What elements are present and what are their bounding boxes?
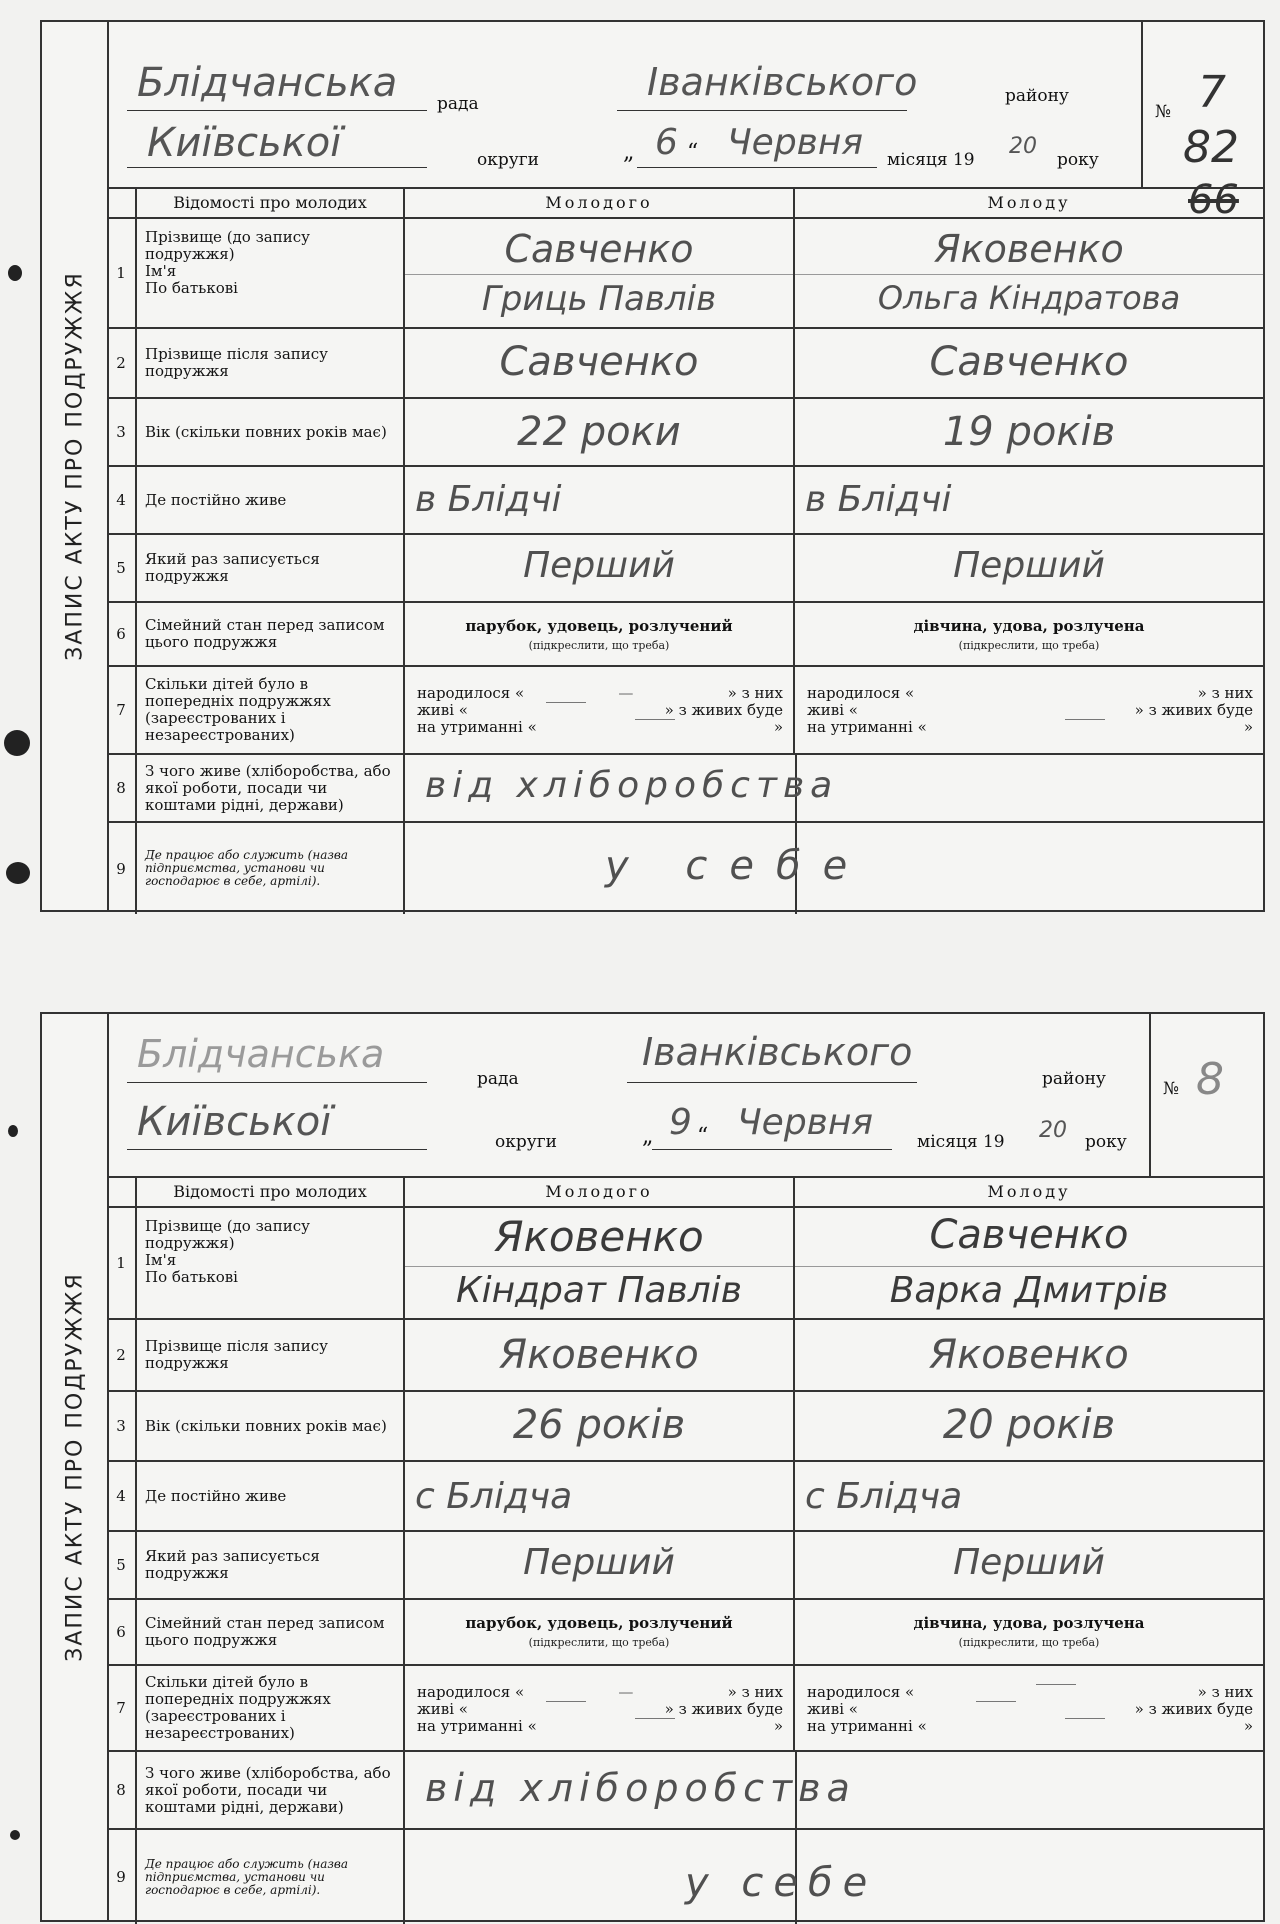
bride-status-cell — [795, 1600, 1263, 1664]
table-row-8 — [107, 755, 1263, 823]
rada-label: рада — [477, 1069, 519, 1089]
row-label: Прізвище після запису подружжя — [137, 329, 405, 397]
groom-age: 22 роки — [517, 409, 681, 455]
rada-label: рада — [437, 94, 479, 114]
number-label: № — [1155, 102, 1172, 122]
bride-age-cell — [795, 1392, 1263, 1460]
col-info-header: Відомості про молодих — [137, 187, 405, 219]
bride-name-cell — [795, 1208, 1263, 1318]
table-row-5 — [107, 535, 1263, 603]
row-number: 4 — [107, 467, 137, 533]
marriage-record-form-1 — [40, 20, 1265, 912]
works: у себе — [605, 843, 870, 889]
row-label: Скільки дітей було в попередніх подружжях (зареєстрованих і незареєстрованих) — [137, 1666, 405, 1750]
record-number-box — [1149, 1014, 1263, 1176]
punch-hole — [8, 265, 22, 281]
table-row-6 — [107, 603, 1263, 667]
kids-of-them-label: » з них — [1197, 684, 1253, 702]
bride-age: 20 років — [942, 1402, 1116, 1448]
groom-time: Перший — [523, 545, 675, 586]
month-line — [637, 167, 877, 168]
col-groom-header: Молодого — [405, 187, 795, 219]
month-label: місяця 19 — [887, 150, 975, 170]
dash-line — [1065, 1718, 1105, 1719]
okrug-handwritten: Київської — [137, 1099, 332, 1145]
table-row-6 — [107, 1600, 1263, 1666]
kids-close: » — [1243, 718, 1253, 736]
groom-status-cell — [405, 603, 795, 665]
bride-time-cell — [795, 1532, 1263, 1598]
dash-line — [1036, 1684, 1076, 1685]
underline-note: (підкреслити, що треба) — [958, 1636, 1100, 1649]
kids-of-alive-label: » з живих буде — [664, 1700, 783, 1718]
underline-note: (підкреслити, що треба) — [958, 639, 1100, 652]
living-from-cell — [405, 1752, 1263, 1828]
bride-status-options: дівчина, удова, розлучена — [913, 617, 1145, 635]
kids-of-alive-label: » з живих буде — [1134, 1700, 1253, 1718]
bride-time: Перший — [953, 1542, 1105, 1583]
kids-alive-label: живі « — [807, 1700, 858, 1718]
table-row-3 — [107, 399, 1263, 467]
row-number: 4 — [107, 1462, 137, 1530]
row-label: Вік (скільки повних років має) — [137, 1392, 405, 1460]
groom-time-cell — [405, 1532, 795, 1598]
row-number: 8 — [107, 755, 137, 821]
side-title-box — [42, 22, 109, 910]
bride-time: Перший — [953, 545, 1105, 586]
row-label: Який раз записується подружжя — [137, 1532, 405, 1598]
row-number: 8 — [107, 1752, 137, 1828]
row-number: 5 — [107, 535, 137, 601]
groom-name: Гриць Павлів — [481, 279, 717, 319]
bride-surname-after: Яковенко — [929, 1332, 1129, 1378]
record-number: 7 — [1198, 67, 1226, 118]
name-divider — [405, 1266, 793, 1267]
kids-born-label: народилося « — [807, 1683, 915, 1701]
groom-lives-cell — [405, 1462, 795, 1530]
living-from-cell — [405, 755, 1263, 821]
table-row-5 — [107, 1532, 1263, 1600]
row-label: Де працює або служить (назва підприємства, установи чи господарює в себе, артілі). — [137, 823, 405, 914]
punch-hole — [4, 730, 30, 756]
groom-name: Кіндрат Павлів — [456, 1270, 742, 1311]
row-number: 6 — [107, 603, 137, 665]
groom-time: Перший — [523, 1542, 675, 1583]
bride-surname: Савченко — [929, 1212, 1129, 1258]
bride-kids — [807, 1684, 1253, 1735]
groom-name-cell — [405, 1208, 795, 1318]
kids-support-label: на утриманні « — [807, 718, 927, 736]
kids-support-label: на утриманні « — [417, 1717, 537, 1735]
kids-dash: — — [618, 1683, 634, 1701]
kids-alive-label: живі « — [807, 701, 858, 719]
row-number: 7 — [107, 667, 137, 753]
kids-close: » — [773, 1717, 783, 1735]
groom-age-cell — [405, 1392, 795, 1460]
row-label: Сімейний стан перед записом цього подружжя — [137, 1600, 405, 1664]
bride-surname-after-cell — [795, 329, 1263, 397]
kids-support-label: на утриманні « — [807, 1717, 927, 1735]
row-number: 3 — [107, 1392, 137, 1460]
row-label: Вік (скільки повних років має) — [137, 399, 405, 465]
row-number: 9 — [107, 1830, 137, 1924]
row-label: З чого живе (хліборобства, або якої роботи, посади чи коштами рідні, держави) — [137, 755, 405, 821]
quote-close: “ — [687, 140, 699, 165]
table-row-9 — [107, 823, 1263, 914]
table-row-9 — [107, 1830, 1263, 1924]
bride-lives-cell — [795, 1462, 1263, 1530]
rada-line — [127, 1082, 427, 1083]
dash-line — [635, 719, 675, 720]
col-groom-header: Молодого — [405, 1176, 795, 1208]
month-handwritten: Червня — [737, 1102, 874, 1143]
raion-line — [627, 1082, 917, 1083]
record-table — [107, 187, 1263, 914]
bride-status-cell — [795, 603, 1263, 665]
table-row-7 — [107, 1666, 1263, 1752]
kids-of-alive-label: » з живих буде — [1134, 701, 1253, 719]
label-name: Ім'я — [145, 262, 177, 280]
dash-line — [1065, 719, 1105, 720]
groom-lives: в Блідчі — [415, 479, 562, 520]
dash-line — [635, 1718, 675, 1719]
table-row-3 — [107, 1392, 1263, 1462]
kids-close: » — [1243, 1717, 1253, 1735]
groom-lives-cell — [405, 467, 795, 533]
punch-hole — [8, 1125, 18, 1137]
groom-kids-cell — [405, 667, 795, 753]
groom-age: 26 років — [512, 1402, 686, 1448]
record-number: 8 — [1196, 1054, 1224, 1105]
kids-support-label: на утриманні « — [417, 718, 537, 736]
raion-handwritten: Іванківського — [647, 60, 918, 104]
row-label: Де працює або служить (назва підприємства, установи чи господарює в себе, артілі). — [137, 1830, 405, 1924]
name-divider — [795, 274, 1263, 275]
bride-name-cell — [795, 219, 1263, 327]
rada-handwritten: Блідчанська — [137, 60, 398, 106]
punch-hole — [6, 862, 30, 884]
row-number: 6 — [107, 1600, 137, 1664]
record-number-box — [1141, 22, 1263, 223]
kids-dash: — — [618, 684, 634, 702]
okrug-line — [127, 1149, 427, 1150]
bride-kids-cell — [795, 1666, 1263, 1750]
side-title-box — [42, 1014, 109, 1920]
name-divider — [795, 1266, 1263, 1267]
record-header — [107, 1014, 1263, 1178]
num-col-header — [107, 1176, 137, 1208]
works: у себе — [685, 1860, 878, 1906]
okrug-handwritten: Київської — [147, 120, 342, 166]
groom-surname: Яковенко — [494, 1212, 704, 1261]
bride-surname: Яковенко — [934, 227, 1124, 271]
raion-label: району — [1005, 86, 1069, 106]
bride-status-options: дівчина, удова, розлучена — [913, 1614, 1145, 1632]
row-number: 3 — [107, 399, 137, 465]
bride-name: Ольга Кіндратова — [877, 279, 1181, 317]
kids-of-alive-label: » з живих буде — [664, 701, 783, 719]
underline-note: (підкреслити, що треба) — [528, 639, 670, 652]
month-label: місяця 19 — [917, 1132, 1005, 1152]
year-handwritten: 20 — [1009, 134, 1037, 159]
side-title: ЗАПИС АКТУ ПРО ПОДРУЖЖЯ — [62, 1272, 87, 1662]
row-label: Сімейний стан перед записом цього подружжя — [137, 603, 405, 665]
groom-surname: Савченко — [504, 227, 694, 271]
groom-status-cell — [405, 1600, 795, 1664]
table-row-7 — [107, 667, 1263, 755]
month-line — [652, 1149, 892, 1150]
row-number: 9 — [107, 823, 137, 914]
raion-handwritten: Іванківського — [642, 1030, 913, 1074]
kids-born-label: народилося « — [807, 684, 915, 702]
table-row-4 — [107, 1462, 1263, 1532]
groom-surname-after-cell — [405, 1320, 795, 1390]
row-label — [137, 1208, 405, 1318]
record-table — [107, 1176, 1263, 1924]
table-row-4 — [107, 467, 1263, 535]
kids-born-label: народилося « — [417, 684, 525, 702]
bride-time-cell — [795, 535, 1263, 601]
groom-surname-after: Яковенко — [499, 1332, 699, 1378]
year-label: року — [1057, 150, 1099, 170]
quote-open: „ — [642, 1124, 654, 1149]
groom-time-cell — [405, 535, 795, 601]
col-info-header: Відомості про молодих — [137, 1176, 405, 1208]
row-label: Де постійно живе — [137, 1462, 405, 1530]
bride-lives-cell — [795, 467, 1263, 533]
row-label: Який раз записується подружжя — [137, 535, 405, 601]
groom-kids — [417, 1684, 783, 1735]
groom-name-cell — [405, 219, 795, 327]
kids-alive-label: живі « — [417, 701, 468, 719]
bride-surname-after: Савченко — [929, 339, 1129, 385]
label-name: Ім'я — [145, 1251, 177, 1269]
works-cell — [405, 1830, 1263, 1924]
table-row-8 — [107, 1752, 1263, 1830]
table-row-1 — [107, 1208, 1263, 1320]
row-number: 7 — [107, 1666, 137, 1750]
living-from: від хліборобства — [425, 1766, 856, 1810]
row-number: 1 — [107, 1208, 137, 1318]
groom-kids — [417, 685, 783, 736]
bride-lives: с Блідча — [805, 1476, 963, 1517]
groom-status-options: парубок, удовець, розлучений — [465, 1614, 733, 1632]
bride-age: 19 років — [942, 409, 1116, 455]
kids-alive-label: живі « — [417, 1700, 468, 1718]
bride-name: Варка Дмитрів — [889, 1270, 1169, 1311]
month-handwritten: Червня — [727, 122, 864, 163]
kids-of-them-label: » з них — [727, 684, 783, 702]
raion-label: району — [1042, 1069, 1106, 1089]
okrug-label: округи — [477, 150, 539, 170]
kids-of-them-label: » з них — [1197, 1683, 1253, 1701]
kids-born-label: народилося « — [417, 1683, 525, 1701]
row-number: 2 — [107, 1320, 137, 1390]
number-label: № — [1163, 1079, 1180, 1099]
year-handwritten: 20 — [1039, 1118, 1067, 1143]
table-row-2 — [107, 1320, 1263, 1392]
day-handwritten: 9 — [669, 1102, 692, 1143]
label-surname: Прізвище (до запису подружжя) — [145, 228, 310, 263]
row-label: Де постійно живе — [137, 467, 405, 533]
punch-hole — [10, 1830, 20, 1840]
groom-age-cell — [405, 399, 795, 465]
dash-line — [546, 1701, 586, 1702]
bride-kids — [807, 685, 1253, 736]
row-label: Прізвище після запису подружжя — [137, 1320, 405, 1390]
name-divider — [405, 274, 793, 275]
record-number-struck: 66 — [1188, 177, 1239, 223]
quote-close: “ — [697, 1124, 709, 1149]
rada-handwritten: Блідчанська — [137, 1032, 385, 1076]
works-cell — [405, 823, 1263, 914]
col-bride-header: Молоду — [795, 1176, 1263, 1208]
side-title: ЗАПИС АКТУ ПРО ПОДРУЖЖЯ — [62, 271, 87, 661]
okrug-label: округи — [495, 1132, 557, 1152]
bride-age-cell — [795, 399, 1263, 465]
rada-line — [127, 110, 427, 111]
underline-note: (підкреслити, що треба) — [528, 1636, 670, 1649]
groom-kids-cell — [405, 1666, 795, 1750]
bride-surname-after-cell — [795, 1320, 1263, 1390]
groom-surname-after: Савченко — [499, 339, 699, 385]
kids-of-them-label: » з них — [727, 1683, 783, 1701]
living-from: від хліборобства — [425, 765, 839, 806]
dash-line — [976, 1701, 1016, 1702]
day-handwritten: 6 — [655, 122, 678, 163]
col-bride-header: Молоду — [795, 187, 1263, 219]
record-number-alt: 82 — [1183, 122, 1239, 173]
dash-line — [546, 702, 586, 703]
groom-lives: с Блідча — [415, 1476, 573, 1517]
row-label: З чого живе (хліборобства, або якої роботи, посади чи коштами рідні, держави) — [137, 1752, 405, 1828]
marriage-record-form-2 — [40, 1012, 1265, 1922]
bride-lives: в Блідчі — [805, 479, 952, 520]
label-surname: Прізвище (до запису подружжя) — [145, 1217, 310, 1252]
quote-open: „ — [623, 140, 635, 165]
groom-status-options: парубок, удовець, розлучений — [465, 617, 733, 635]
num-col-header — [107, 187, 137, 219]
raion-line — [617, 110, 907, 111]
row-number: 2 — [107, 329, 137, 397]
row-label: Скільки дітей було в попередніх подружжях (зареєстрованих і незареєстрованих) — [137, 667, 405, 753]
table-row-2 — [107, 329, 1263, 399]
label-patronymic: По батькові — [145, 279, 238, 297]
label-patronymic: По батькові — [145, 1268, 238, 1286]
kids-close: » — [773, 718, 783, 736]
row-label — [137, 219, 405, 327]
okrug-line — [127, 167, 427, 168]
table-row-1 — [107, 219, 1263, 329]
groom-surname-after-cell — [405, 329, 795, 397]
bride-kids-cell — [795, 667, 1263, 753]
row-number: 1 — [107, 219, 137, 327]
row-number: 5 — [107, 1532, 137, 1598]
year-label: року — [1085, 1132, 1127, 1152]
